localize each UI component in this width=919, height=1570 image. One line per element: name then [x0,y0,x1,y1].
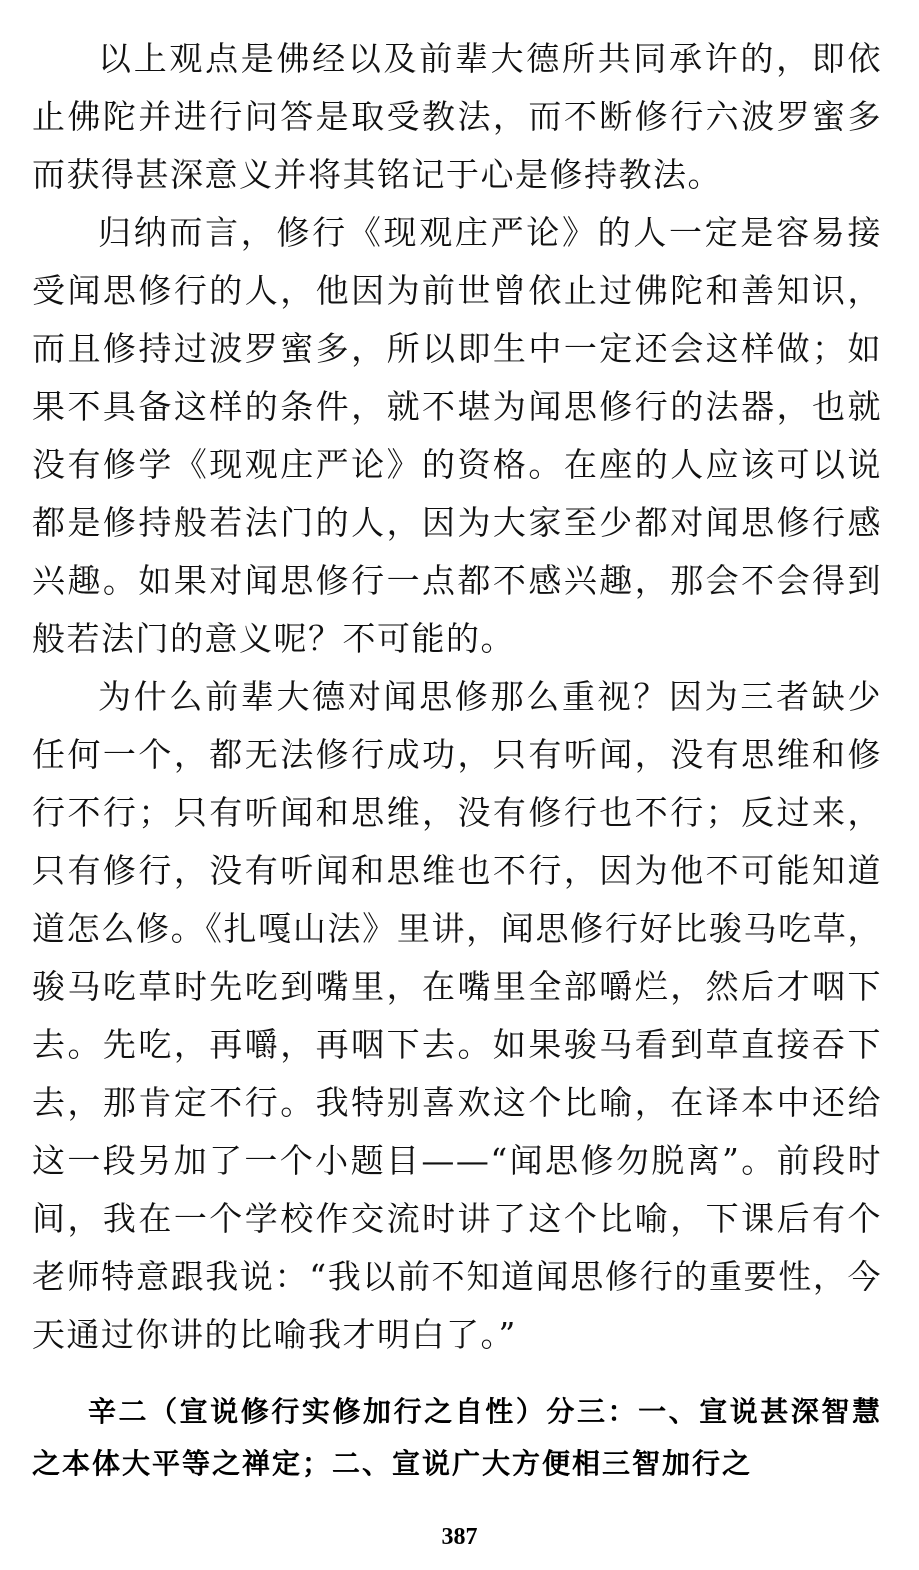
paragraph-1: 以上观点是佛经以及前辈大德所共同承许的，即依止佛陀并进行问答是取受教法，而不断修行六波罗蜜多而获得甚深意义并将其铭记于心是修持教法。 [32,39,882,194]
section-heading: 辛二（宣说修行实修加行之自性）分三：一、宣说甚深智慧之本体大平等之禅定；二、宣说广大方便相三智加行之 [32,1395,882,1480]
body-text [32,30,882,1364]
page-number: 387 [441,1524,478,1550]
paragraph-2: 归纳而言，修行《现观庄严论》的人一定是容易接受闻思修行的人，他因为前世曾依止过佛陀和善知识，而且修持过波罗蜜多，所以即生中一定还会这样做；如果不具备这样的条件，就不堪为闻思修行的法器，也就没有修学《现观庄严论》的资格。在座的人应该可以说都是修持般若法门的人，因为大家至少都对闻思修行感兴趣。如果对闻思修行一点都不感兴趣，那会不会得到般若法门的意义呢？不可能的。 [32,213,882,658]
paragraph-3: 为什么前辈大德对闻思修那么重视？因为三者缺少任何一个，都无法修行成功，只有听闻，没有思维和修行不行；只有听闻和思维，没有修行也不行；反过来，只有修行，没有听闻和思维也不行，因为他不可能知道道怎么修。《扎嘎山法》里讲，闻思修行好比骏马吃草，骏马吃草时先吃到嘴里，在嘴里全部嚼烂，然后才咽下去。先吃，再嚼，再咽下去。如果骏马看到草直接吞下去，那肯定不行。我特别喜欢这个比喻，在译本中还给这一段另加了一个小题目——“闻思修勿脱离”。前段时间，我在一个学校作交流时讲了这个比喻，下课后有个老师特意跟我说：“我以前不知道闻思修行的重要性，今天通过你讲的比喻我才明白了。” [32,677,882,1354]
